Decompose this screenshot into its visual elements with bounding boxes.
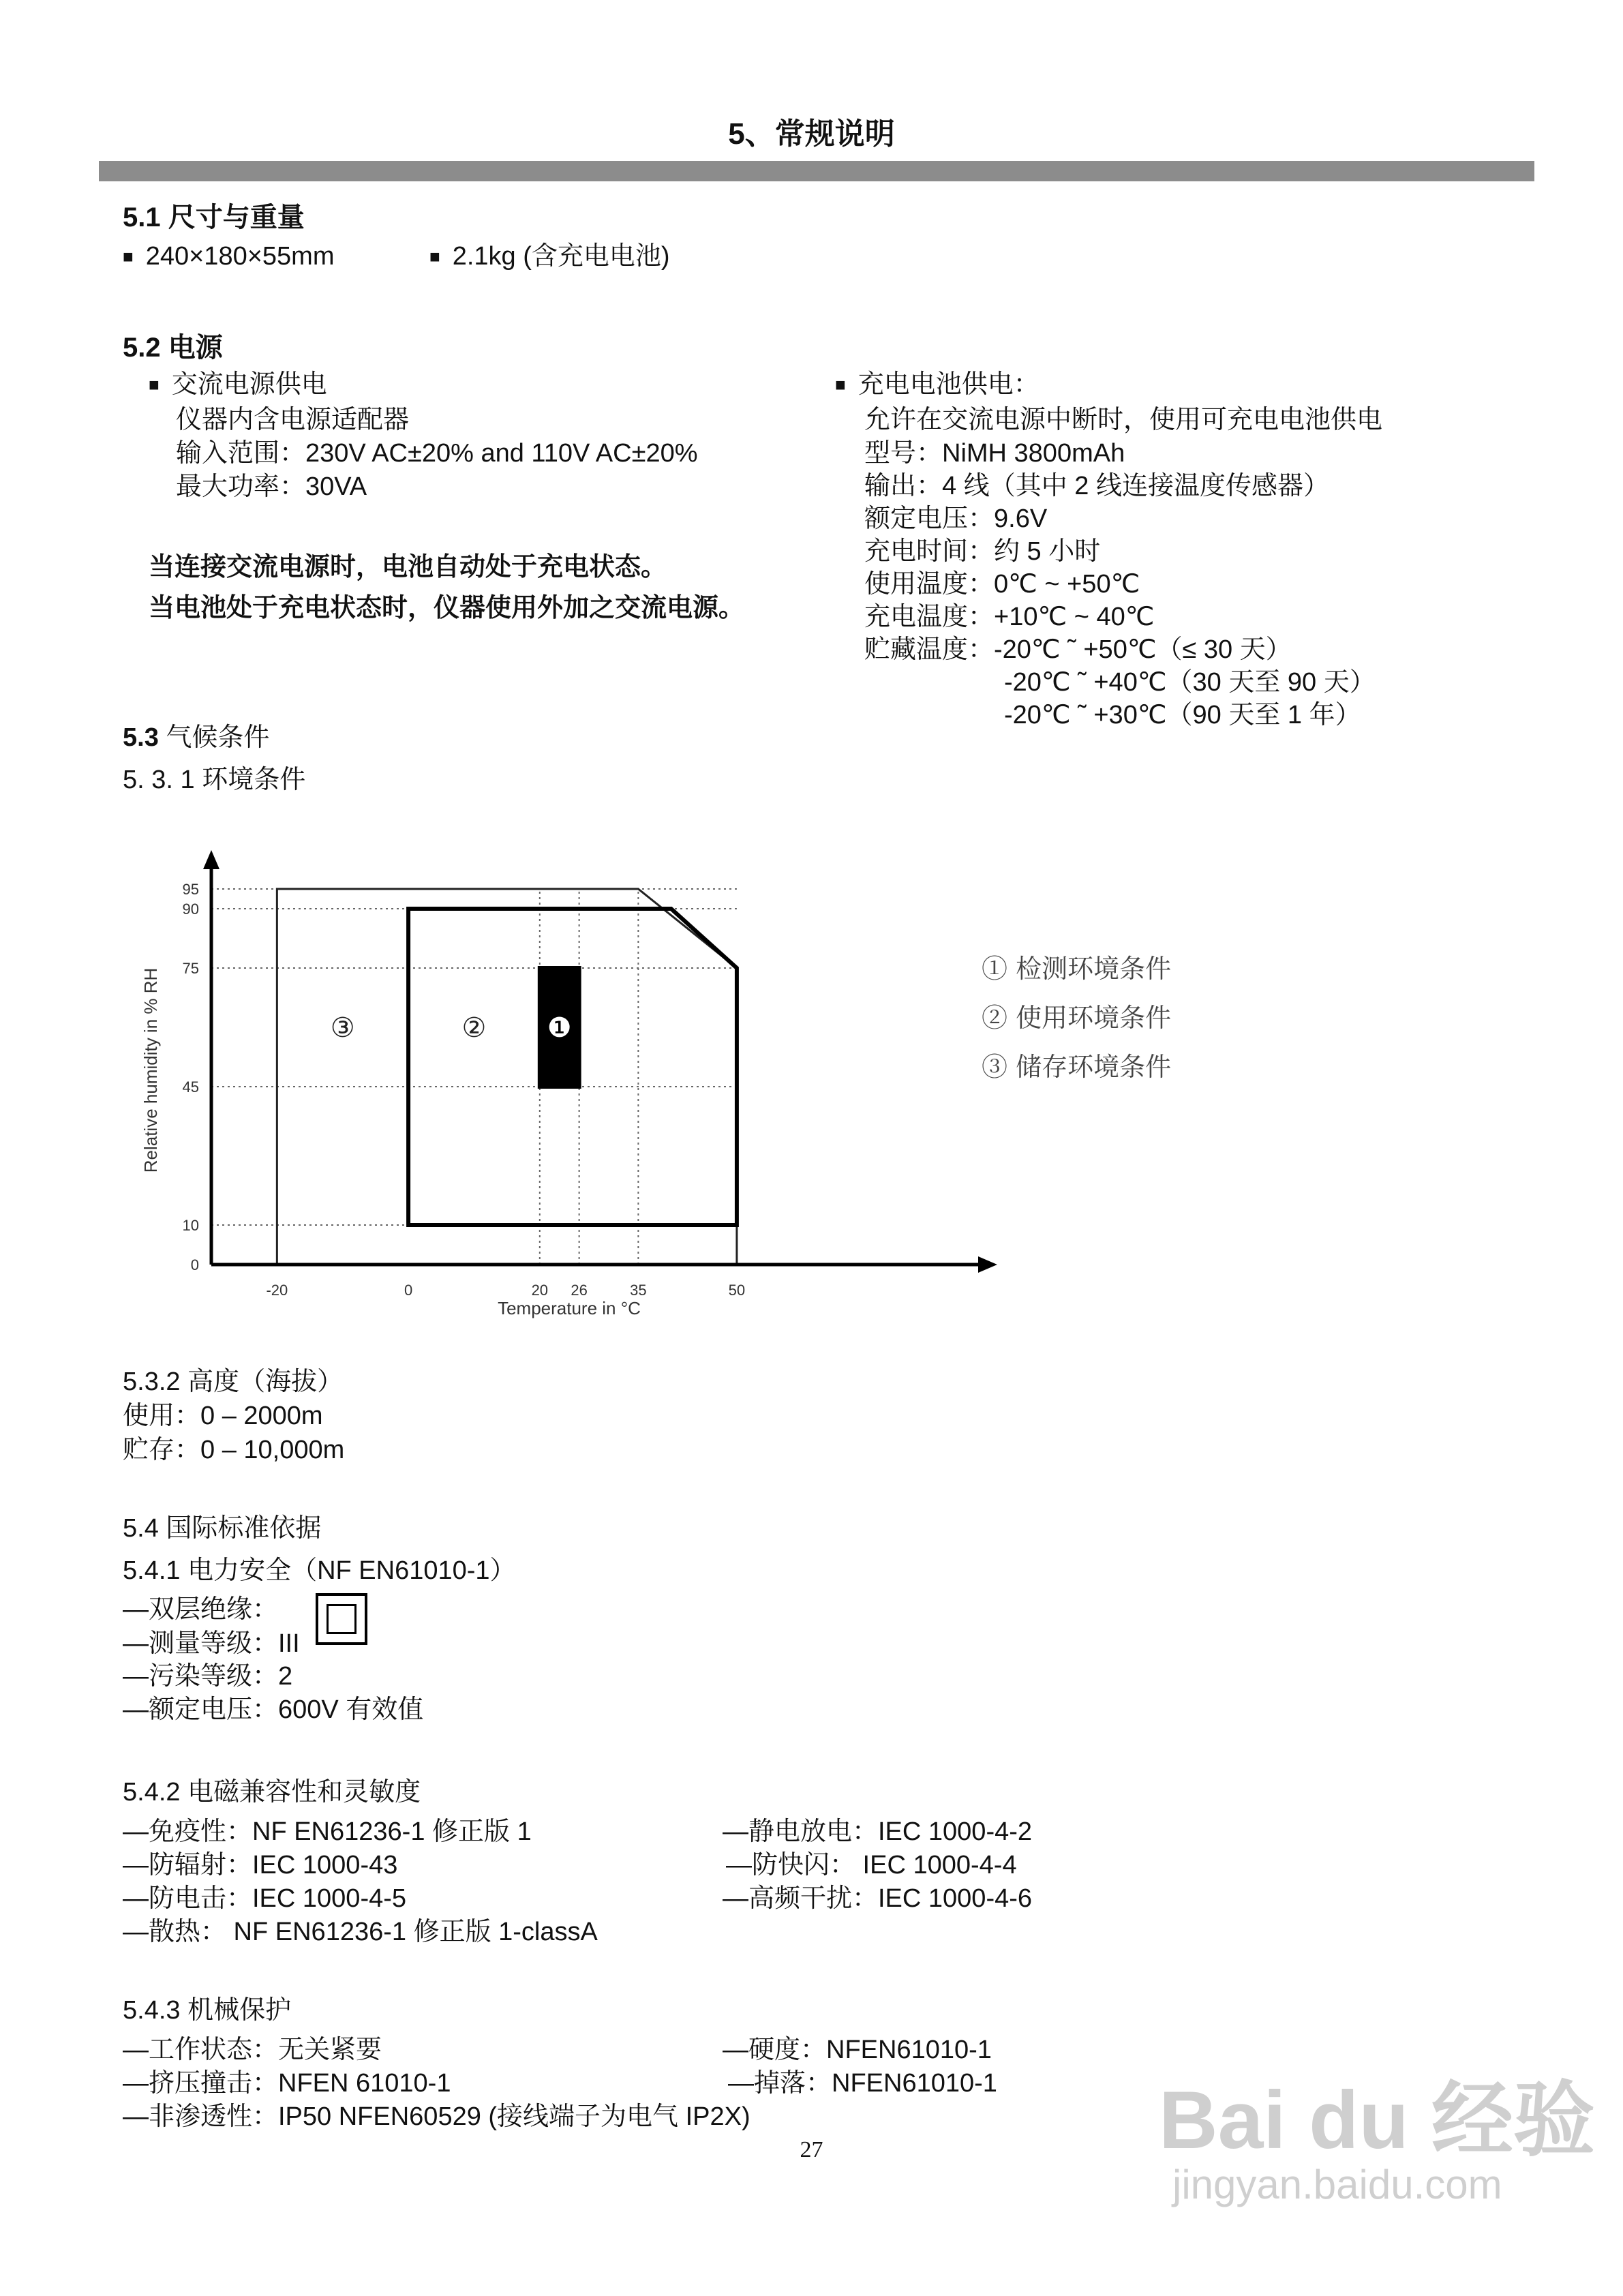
chart-regions xyxy=(277,889,737,1265)
watermark-url: jingyan.baidu.com xyxy=(1172,2162,1502,2207)
climate-chart xyxy=(130,845,1016,1336)
charging-note: 当电池处于充电状态时，仪器使用外加之交流电源。 xyxy=(149,594,745,622)
section-5-4-2-heading: 5.4.2 电磁兼容性和灵敏度 xyxy=(123,1778,421,1807)
mechanical-line: —非渗透性：IP50 NFEN60529 (接线端子为电气 IP2X) xyxy=(123,2102,750,2131)
ac-line: 输入范围：230V AC±20% and 110V AC±20% xyxy=(176,439,698,468)
legend-item: ① 检测环境条件 xyxy=(982,954,1172,984)
battery-line: 输出：4 线（其中 2 线连接温度传感器） xyxy=(864,472,1329,500)
charging-note: 当连接交流电源时，电池自动处于充电状态。 xyxy=(149,553,667,581)
title-divider-bar xyxy=(99,161,1534,181)
page-number: 27 xyxy=(800,2137,823,2162)
legend-item: ② 使用环境条件 xyxy=(982,1003,1172,1033)
chart-y-axis-label: Relative humidity in % RH xyxy=(140,967,161,1173)
battery-power-title: ■ 充电电池供电： xyxy=(835,368,1040,403)
battery-line: -20℃ ˜ +30℃（90 天至 1 年） xyxy=(1004,701,1361,729)
section-5-2-heading: 5.2 电源 xyxy=(123,333,223,363)
section-5-4-1-heading: 5.4.1 电力安全（NF EN61010-1） xyxy=(123,1556,516,1585)
size-item: ■ 240×180×55mm xyxy=(123,240,334,275)
chart-gridlines xyxy=(211,889,737,1265)
battery-line: 充电时间：约 5 小时 xyxy=(864,537,1101,566)
chart-axes xyxy=(203,850,997,1273)
weight-item: ■ 2.1kg (含充电电池) xyxy=(429,240,670,275)
x-tick-label: 35 xyxy=(630,1282,647,1299)
x-tick-label: 20 xyxy=(531,1282,549,1299)
battery-line: 允许在交流电源中断时，使用可充电电池供电 xyxy=(864,406,1383,434)
battery-line: 贮藏温度：-20℃ ˜ +50℃（≤ 30 天） xyxy=(864,635,1292,664)
legend-item: ③ 储存环境条件 xyxy=(982,1052,1172,1082)
double-insulation-symbol xyxy=(316,1593,367,1645)
region-marker-2: ② xyxy=(461,1013,487,1043)
safety-line: —污染等级：2 xyxy=(123,1662,293,1691)
emc-line: —防电击：IEC 1000-4-5 xyxy=(123,1884,407,1913)
safety-line: —额定电压：600V 有效值 xyxy=(123,1695,424,1724)
section-5-3-1-heading: 5. 3. 1 环境条件 xyxy=(123,766,306,794)
emc-line: —免疫性：NF EN61236-1 修正版 1 xyxy=(123,1817,532,1846)
ac-line: 最大功率：30VA xyxy=(176,472,367,501)
y-tick-label: 45 xyxy=(182,1078,199,1096)
emc-line: —防辐射：IEC 1000-43 xyxy=(123,1851,398,1879)
x-tick-label: 26 xyxy=(571,1282,588,1299)
safety-line: —测量等级：III xyxy=(123,1629,300,1658)
battery-line: 额定电压：9.6V xyxy=(864,504,1048,533)
x-tick-label: 0 xyxy=(404,1282,413,1299)
page-title: 5、常规说明 xyxy=(728,117,895,151)
chart-tick-labels xyxy=(183,881,746,1299)
battery-line: -20℃ ˜ +40℃（30 天至 90 天） xyxy=(1004,668,1376,697)
emc-line: —防快闪： IEC 1000-4-4 xyxy=(726,1851,1017,1879)
chart-region-markers xyxy=(331,1013,572,1043)
ac-power-title: ■ 交流电源供电 xyxy=(149,368,327,403)
mechanical-line: —硬度：NFEN61010-1 xyxy=(723,2036,992,2064)
section-5-4-3-heading: 5.4.3 机械保护 xyxy=(123,1996,292,2025)
emc-line: —高频干扰：IEC 1000-4-6 xyxy=(723,1884,1033,1913)
mechanical-line: —工作状态：无关紧要 xyxy=(123,2036,382,2064)
y-tick-label: 0 xyxy=(190,1256,199,1273)
y-tick-label: 95 xyxy=(182,881,199,898)
x-tick-label: -20 xyxy=(266,1282,288,1299)
region-marker-3: ❶ xyxy=(547,1013,572,1043)
section-5-3-heading: 5.3 气候条件 xyxy=(123,723,270,752)
safety-line: —双层绝缘： xyxy=(123,1595,279,1624)
mechanical-line: —掉落：NFEN61010-1 xyxy=(728,2069,997,2098)
emc-line: —散热： NF EN61236-1 修正版 1-classA xyxy=(123,1918,598,1946)
battery-line: 型号：NiMH 3800mAh xyxy=(864,439,1125,468)
chart-legend xyxy=(982,944,1171,1091)
watermark-brand: Bai du 经验 xyxy=(1159,2074,1596,2166)
climate-conditions-label: 气候条件 xyxy=(166,723,270,752)
baidu-watermark xyxy=(1159,2074,1596,2209)
battery-line: 使用温度：0℃ ~ +50℃ xyxy=(864,570,1140,599)
x-tick-label: 50 xyxy=(728,1282,746,1299)
region-1 xyxy=(277,889,737,1265)
x-axis-arrow xyxy=(978,1256,997,1273)
y-tick-label: 90 xyxy=(182,901,199,918)
altitude-storage: 贮存：0 – 10,000m xyxy=(123,1436,345,1464)
altitude-use: 使用：0 – 2000m xyxy=(123,1402,323,1430)
y-tick-label: 75 xyxy=(182,960,199,977)
battery-line: 充电温度：+10℃ ~ 40℃ xyxy=(864,603,1155,631)
y-tick-label: 10 xyxy=(182,1217,199,1234)
section-5-4-heading: 5.4 国际标准依据 xyxy=(123,1514,322,1543)
emc-line: —静电放电：IEC 1000-4-2 xyxy=(723,1817,1033,1846)
section-5-1-heading: 5.1 尺寸与重量 xyxy=(123,202,305,232)
ac-line: 仪器内含电源适配器 xyxy=(176,406,410,434)
y-axis-arrow xyxy=(203,850,219,869)
mechanical-line: —挤压撞击：NFEN 61010-1 xyxy=(123,2069,451,2098)
section-5-3-2-heading: 5.3.2 高度（海拔） xyxy=(123,1368,344,1396)
region-marker-1: ③ xyxy=(330,1013,355,1043)
chart-x-axis-label: Temperature in °C xyxy=(498,1298,641,1318)
